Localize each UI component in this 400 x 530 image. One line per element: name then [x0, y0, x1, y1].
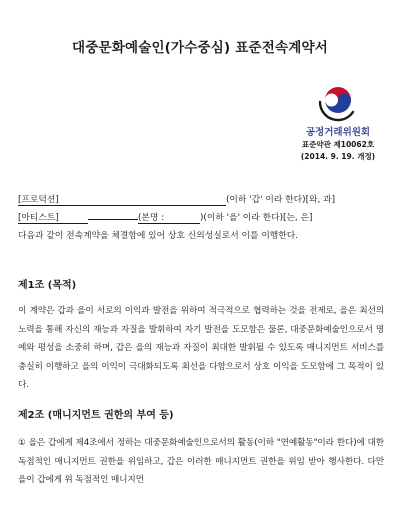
issuer-organization: 공정거래위원회: [305, 127, 371, 138]
party-line-production: [18, 192, 388, 206]
artist-suffix: )(이하 '을' 이라 한다)[는, 은]: [200, 213, 313, 223]
production-name-field[interactable]: [18, 192, 226, 206]
artist-label: [아티스트]: [18, 213, 59, 223]
party-line-artist: [18, 210, 388, 224]
real-name-field[interactable]: [138, 210, 200, 224]
reference-code: 표준약관 제10062호: [301, 140, 375, 149]
document-title: 대중문화예술인(가수중심) 표준전속계약서: [72, 40, 328, 56]
artist-name-gap: [88, 219, 138, 220]
issuer-block: [294, 78, 382, 162]
real-name-label: (본명 :: [138, 213, 165, 223]
article-2-heading: 제2조 (매니지먼트 권한의 부여 등): [18, 410, 174, 421]
production-suffix: (이하 '갑' 이라 한다)[와, 과]: [226, 195, 336, 205]
article-1-body: 이 계약은 갑과 을이 서로의 이익과 발전을 위하여 적극적으로 협력하는 것을 전제로, 을은 최선의 노력을 통해 자신의 재능과 자질을 발휘하여 자기 발전을 도모함은 물론, 대중문화예술인으로서 명예와 평성을 소중히 하며, 갑은 을의 재능과 자질이 최대한 발휘될 수 있도록 매니지먼트 서비스를 충실히 이행하고 을의 이익이 극대화되도록 최선을 다함으로서 상호 이익을 도모함에 그 목적이 있다.: [18, 306, 384, 391]
article-1-heading: 제1조 (목적): [18, 280, 77, 291]
artist-name-field[interactable]: [18, 210, 88, 224]
revision-date: (2014. 9. 19. 개정): [300, 152, 376, 161]
intro-sentence: 다음과 같이 전속계약을 체결함에 있어 상호 신의성실로서 이를 이행한다.: [18, 231, 299, 241]
article-2-body: ① 을은 갑에게 제4조에서 정하는 대중문화예술인으로서의 활동(이하 "연예활동"이라 한다)에 대한 독점적인 매니지먼트 권한을 위임하고, 갑은 이러한 매니지먼트 권한을 위임 받아 행사한다. 다만 을이 갑에게 위 독점적인 매니지먼: [18, 438, 384, 486]
production-label: [프로덕션]: [18, 195, 59, 205]
government-taegeuk-logo-icon: [315, 78, 361, 122]
